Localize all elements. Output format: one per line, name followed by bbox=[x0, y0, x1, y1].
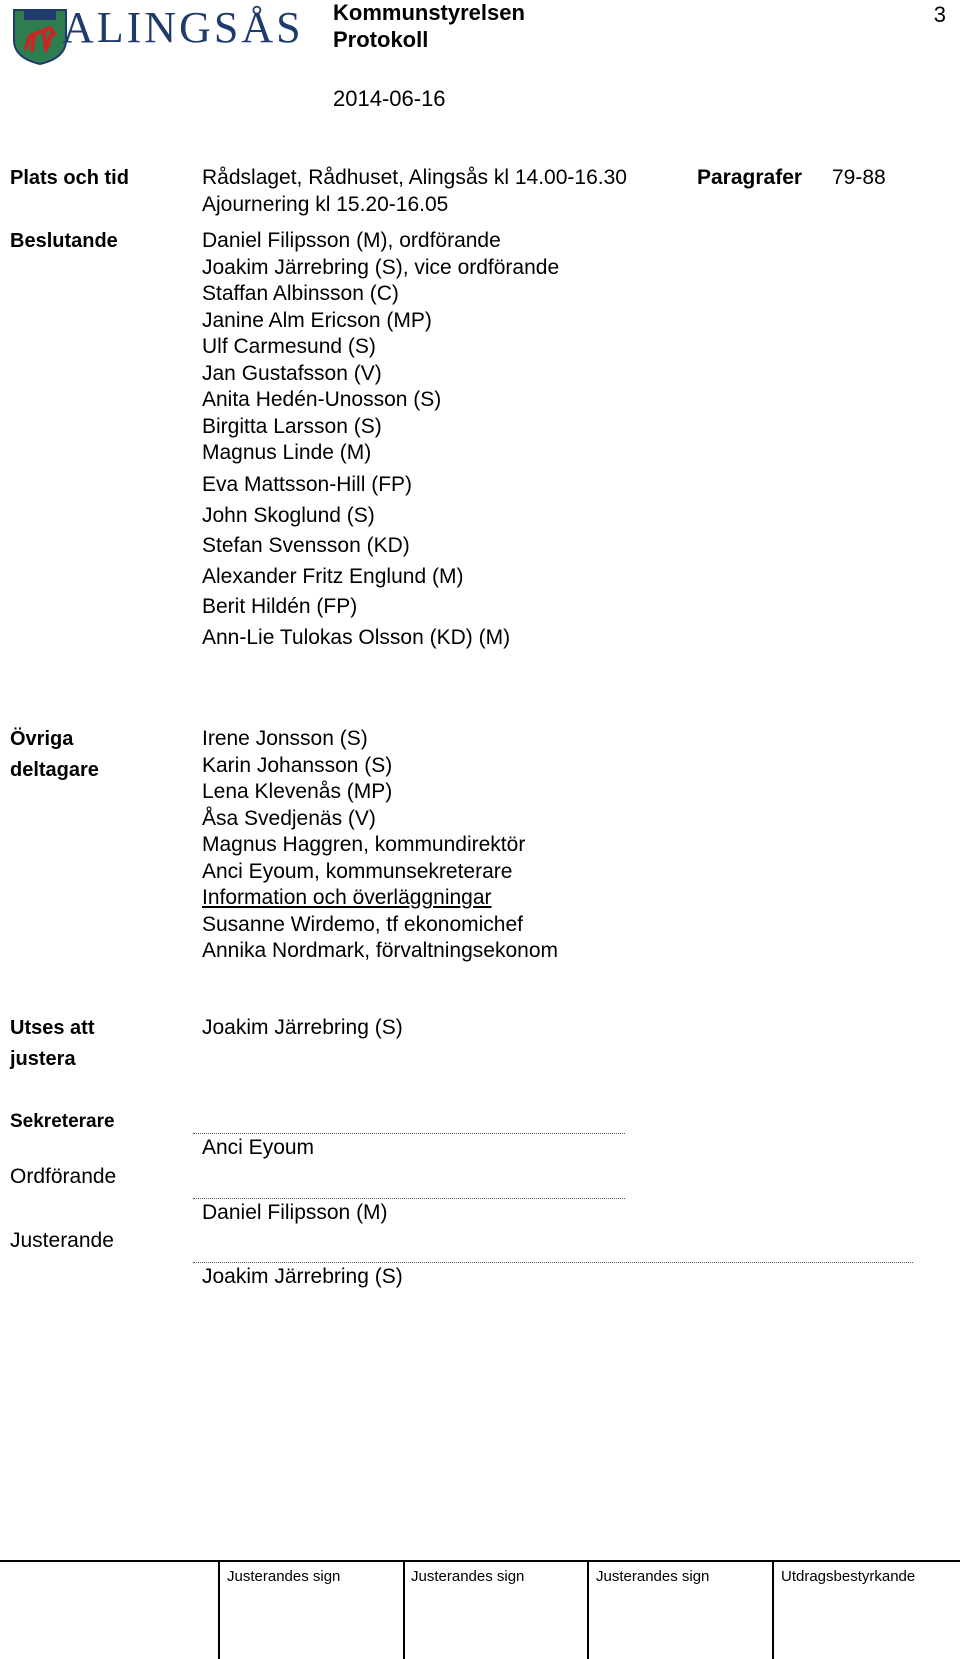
footer-adjuster-sign-1: Justerandes sign bbox=[227, 1568, 341, 1585]
adjuster-appointed: Joakim Järrebring (S) bbox=[202, 1016, 403, 1039]
member: Staffan Albinsson (C) bbox=[202, 282, 399, 305]
adjuster-label: Justerande bbox=[10, 1229, 114, 1252]
document-type: Protokoll bbox=[333, 27, 429, 52]
adjuster-label-line1: Utses att bbox=[10, 1017, 95, 1039]
member: Magnus Linde (M) bbox=[202, 441, 372, 464]
substitute: John Skoglund (S) bbox=[202, 503, 375, 527]
substitute: Eva Mattsson-Hill (FP) bbox=[202, 473, 413, 496]
member: Jan Gustafsson (V) bbox=[202, 361, 382, 385]
footer-divider bbox=[772, 1562, 774, 1659]
decision-makers-label: Beslutande bbox=[10, 230, 118, 252]
member: Ulf Carmesund (S) bbox=[202, 335, 376, 358]
participant: Magnus Haggren, kommundirektör bbox=[202, 833, 526, 856]
member: Birgitta Larsson (S) bbox=[202, 414, 382, 438]
place-label: Plats och tid bbox=[10, 167, 129, 189]
substitute: Alexander Fritz Englund (M) bbox=[202, 564, 464, 588]
chair-label: Ordförande bbox=[10, 1165, 117, 1188]
footer-rule bbox=[0, 1560, 960, 1562]
secretary-name: Anci Eyoum bbox=[202, 1136, 315, 1159]
paragraphs-value: 79-88 bbox=[832, 166, 886, 189]
footer-adjuster-sign-2: Justerandes sign bbox=[411, 1568, 525, 1585]
member: Anita Hedén-Unosson (S) bbox=[202, 388, 442, 411]
footer-adjuster-sign-3: Justerandes sign bbox=[596, 1568, 710, 1585]
substitute: Ann-Lie Tulokas Olsson (KD) (M) bbox=[202, 625, 511, 649]
secretary-label: Sekreterare bbox=[10, 1111, 115, 1132]
member: Janine Alm Ericson (MP) bbox=[202, 308, 432, 332]
municipality-logo-text: ALINGSÅS bbox=[62, 3, 304, 52]
participant: Irene Jonsson (S) bbox=[202, 727, 368, 750]
participant: Åsa Svedjenäs (V) bbox=[202, 806, 376, 830]
adjuster-appointed-label bbox=[10, 1013, 94, 1075]
adjuster-signature-line bbox=[193, 1262, 913, 1263]
decision-makers-list bbox=[202, 228, 559, 467]
footer-divider bbox=[403, 1562, 405, 1659]
participant: Anci Eyoum, kommunsekreterare bbox=[202, 859, 513, 883]
member: Joakim Järrebring (S), vice ordförande bbox=[202, 255, 560, 279]
other-participants-list bbox=[202, 726, 558, 965]
secretary-signature-line bbox=[193, 1133, 625, 1134]
place-block bbox=[202, 165, 627, 218]
footer-divider bbox=[218, 1562, 220, 1659]
participant: Lena Klevenås (MP) bbox=[202, 780, 393, 803]
meeting-date: 2014-06-16 bbox=[333, 86, 446, 111]
substitutes-list bbox=[202, 470, 510, 653]
member: Daniel Filipsson (M), ordförande bbox=[202, 229, 501, 252]
other-participants-label-line1: Övriga bbox=[10, 728, 74, 750]
participant: Karin Johansson (S) bbox=[202, 753, 393, 777]
footer-divider bbox=[587, 1562, 589, 1659]
participant: Susanne Wirdemo, tf ekonomichef bbox=[202, 912, 523, 936]
information-heading: Information och överläggningar bbox=[202, 886, 492, 909]
substitute: Stefan Svensson (KD) bbox=[202, 534, 410, 557]
page-number: 3 bbox=[933, 2, 946, 27]
substitute: Berit Hildén (FP) bbox=[202, 595, 358, 618]
municipal-coat-of-arms-icon bbox=[10, 6, 70, 66]
body-title: Kommunstyrelsen bbox=[333, 0, 525, 25]
adjuster-name: Joakim Järrebring (S) bbox=[202, 1265, 403, 1288]
adjournment: Ajournering kl 15.20-16.05 bbox=[202, 192, 449, 216]
other-participants-label bbox=[10, 724, 99, 786]
chair-name: Daniel Filipsson (M) bbox=[202, 1201, 388, 1224]
place-value: Rådslaget, Rådhuset, Alingsås kl 14.00-16.30 bbox=[202, 166, 627, 189]
paragraphs-label: Paragrafer bbox=[697, 166, 803, 189]
participant: Annika Nordmark, förvaltningsekonom bbox=[202, 939, 558, 962]
chair-signature-line bbox=[193, 1198, 625, 1199]
adjuster-label-line2: justera bbox=[10, 1048, 76, 1070]
other-participants-label-line2: deltagare bbox=[10, 759, 99, 781]
footer-extract-certified: Utdragsbestyrkande bbox=[781, 1568, 916, 1585]
